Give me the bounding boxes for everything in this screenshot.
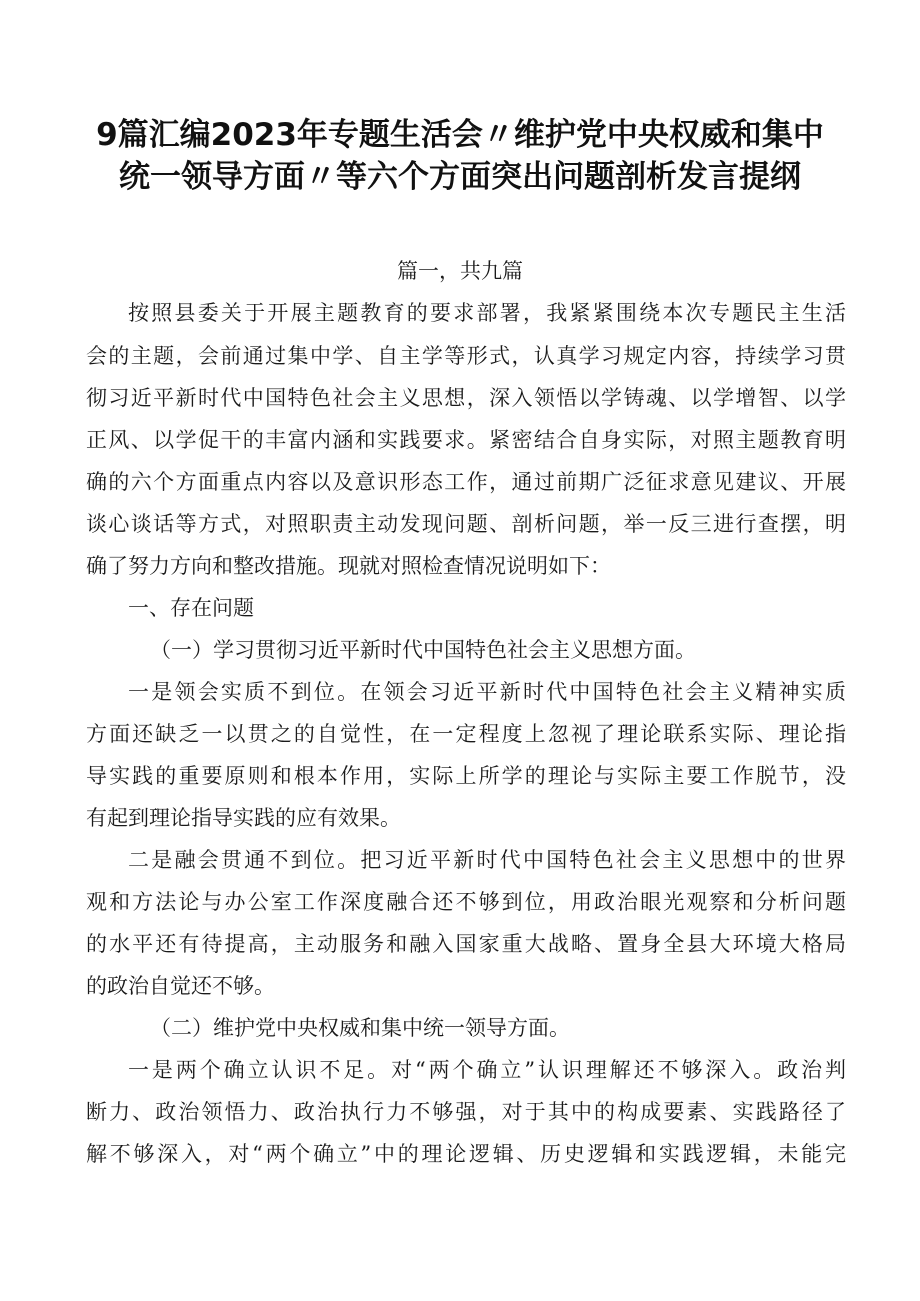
- paragraph-line: 解不够深入，对“两个确立”中的理论逻辑、历史逻辑和实践逻辑，未能完: [86, 1142, 846, 1166]
- paragraph-line: 方面还缺乏一以贯之的自觉性，在一定程度上忽视了理论联系实际、理论指: [86, 722, 846, 746]
- paragraph-line: 正风、以学促干的丰富内涵和实践要求。紧密结合自身实际，对照主题教育明: [86, 428, 846, 452]
- section-heading: 一、存在问题: [128, 596, 254, 620]
- paragraph-line: 观和方法论与办公室工作深度融合还不够到位，用政治眼光观察和分析问题: [86, 890, 846, 914]
- paragraph-line: 断力、政治领悟力、政治执行力不够强，对于其中的构成要素、实践路径了: [86, 1100, 846, 1124]
- paragraph-line: 谈心谈话等方式，对照职责主动发现问题、剖析问题，举一反三进行查摆，明: [86, 512, 846, 536]
- paragraph-line: 按照县委关于开展主题教育的要求部署，我紧紧围绕本次专题民主生活: [128, 301, 846, 325]
- paragraph-line: 一是领会实质不到位。在领会习近平新时代中国特色社会主义精神实质: [128, 680, 846, 704]
- document-subtitle: 篇一，共九篇: [397, 259, 523, 283]
- subsection-heading: （一）学习贯彻习近平新时代中国特色社会主义思想方面。: [150, 638, 696, 662]
- paragraph-line: 彻习近平新时代中国特色社会主义思想，深入领悟以学铸魂、以学增智、以学: [86, 386, 846, 410]
- paragraph-line: 的政治自觉还不够。: [86, 974, 275, 998]
- document-title-line-2: 统一领导方面〃等六个方面突出问题剖析发言提纲: [119, 159, 801, 195]
- paragraph-line: 二是融会贯通不到位。把习近平新时代中国特色社会主义思想中的世界: [128, 848, 846, 872]
- paragraph-line: 确了努力方向和整改措施。现就对照检查情况说明如下：: [86, 554, 611, 578]
- paragraph-line: 一是两个确立认识不足。对“两个确立”认识理解还不够深入。政治判: [128, 1058, 846, 1082]
- paragraph-line: 导实践的重要原则和根本作用，实际上所学的理论与实际主要工作脱节，没: [86, 764, 846, 788]
- document-title-line-1: 9篇汇编2023年专题生活会〃维护党中央权威和集中: [96, 117, 824, 153]
- paragraph-line: 会的主题，会前通过集中学、自主学等形式，认真学习规定内容，持续学习贯: [86, 344, 846, 368]
- paragraph-line: 的水平还有待提高，主动服务和融入国家重大战略、置身全县大环境大格局: [86, 932, 846, 956]
- subsection-heading: （二）维护党中央权威和集中统一领导方面。: [150, 1016, 570, 1040]
- paragraph-line: 确的六个方面重点内容以及意识形态工作，通过前期广泛征求意见建议、开展: [86, 470, 846, 494]
- paragraph-line: 有起到理论指导实践的应有效果。: [86, 806, 401, 830]
